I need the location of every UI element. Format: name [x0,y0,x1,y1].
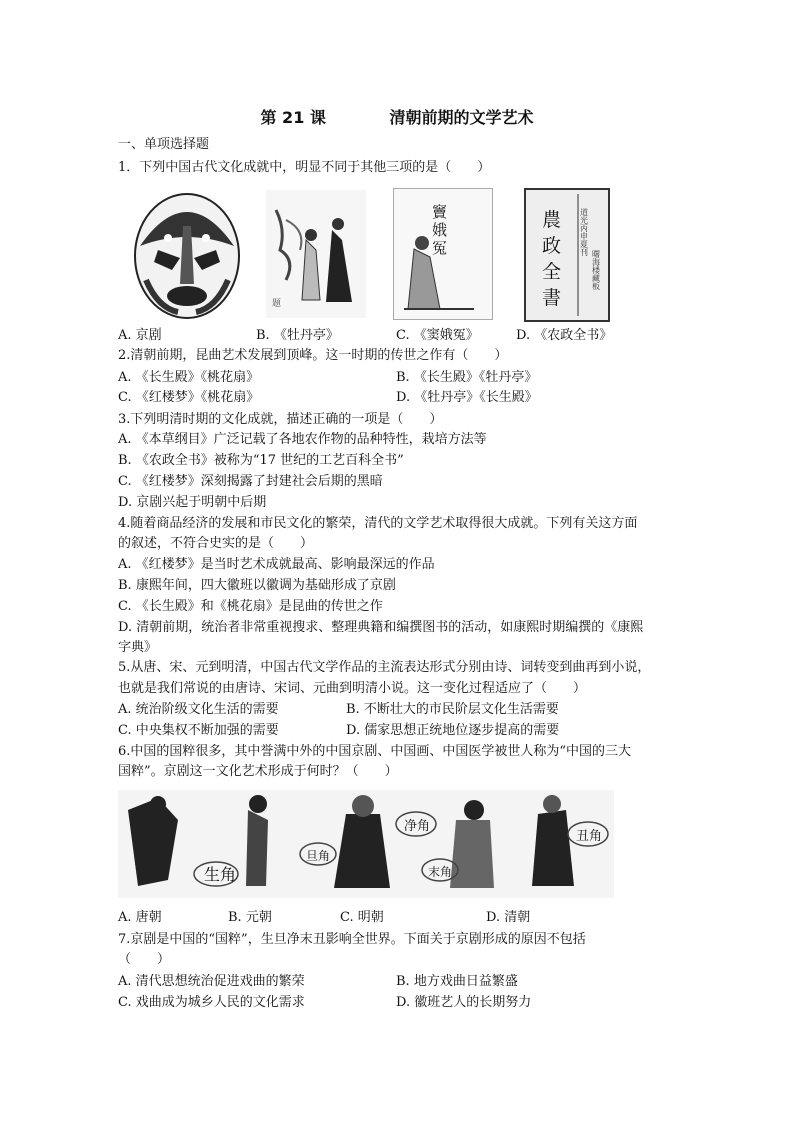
book-title-char-1: 農 [542,209,562,231]
play-title-char-1: 竇 [432,203,448,221]
q6-stem-line2: 国粹”。京剧这一文化艺术形成于何时？（ ） [118,764,398,779]
q5-option-c: C. 中央集权不断加强的需要 [118,723,279,738]
book-side-text-2: 曙海楼藏板 [591,250,601,290]
book-title-char-4: 書 [542,287,562,309]
q3-option-b: B. 《农政全书》被称为“17 世纪的工艺百科全书” [118,453,404,468]
q4-option-b: B. 康熙年间，四大徽班以徽调为基础形成了京剧 [118,578,396,593]
svg-text:題: 題 [272,299,282,309]
role-label-chou: 丑角 [576,829,603,844]
q4-option-d-line1: D. 清朝前期，统治者非常重视搜求、整理典籍和编撰图书的活动，如康熙时期编撰的《康熙 [118,620,644,635]
q1-option-d: D. 《农政全书》 [516,328,613,343]
q1-option-b: B. 《牡丹亭》 [256,328,339,343]
page-title [0,105,794,128]
q4-option-c: C. 《长生殿》和《桃花扇》是昆曲的传世之作 [118,599,383,614]
q4-stem-line1: 4.随着商品经济的发展和市民文化的繁荣，清代的文学艺术取得很大成就。下列有关这方面 [118,516,638,531]
q7-option-d: D. 徽班艺人的长期努力 [396,995,532,1010]
q6-stem-line1: 6.中国的国粹很多，其中誉满中外的中国京剧、中国画、中国医学被世人称为“中国的三大 [118,744,632,759]
dou-e-image [393,188,493,320]
play-title-char-2: 娥 [432,221,448,239]
role-label-dan: 旦角 [306,849,331,863]
play-title-char-3: 冤 [432,239,448,257]
book-title-char-3: 全 [542,261,562,283]
q2-option-b: B. 《长生殿》《牡丹亭》 [396,370,538,385]
opera-roles-image [118,790,614,898]
q4-stem-line2: 的叙述，不符合史实的是（ ） [118,536,314,551]
q7-option-b: B. 地方戏曲日益繁盛 [396,974,518,989]
nongzheng-book-image [524,188,610,322]
q3-option-a: A. 《本草纲目》广泛记载了各地农作物的品种特性，栽培方法等 [118,432,487,447]
q1-stem: 1．下列中国古代文化成就中，明显不同于其他三项的是（ ） [118,160,491,175]
q3-option-c: C. 《红楼梦》深刻揭露了封建社会后期的黑暗 [118,474,383,489]
q7-option-c: C. 戏曲成为城乡人民的文化需求 [118,995,305,1010]
q1-option-a: A. 京剧 [118,328,162,343]
q2-option-a: A. 《长生殿》《桃花扇》 [118,370,260,385]
q4-option-a: A. 《红楼梦》是当时艺术成就最高、影响最深远的作品 [118,557,435,572]
opera-mask-image [128,188,246,320]
q6-option-d: D. 清朝 [486,910,531,925]
q7-option-a: A. 清代思想统治促进戏曲的繁荣 [118,974,305,989]
q5-option-d: D. 儒家思想正统地位逐步提高的需要 [346,723,560,738]
q4-option-d-line2: 字典》 [118,640,158,655]
q5-stem-line2: 也就是我们常说的由唐诗、宋词、元曲到明清小说。这一变化过程适应了（ ） [118,681,587,696]
q6-option-a: A. 唐朝 [118,910,162,925]
q2-option-d: D. 《牡丹亭》《长生殿》 [396,390,538,405]
book-side-text: 道光丙申夏刊 [579,208,589,256]
q6-option-c: C. 明朝 [340,910,384,925]
q3-option-d: D. 京剧兴起于明朝中后期 [118,495,267,510]
book-title-char-2: 政 [542,235,562,257]
peony-pavilion-image [266,190,366,318]
lesson-number: 第 21 课 [260,108,326,127]
q3-stem: 3.下列明清时期的文化成就，描述正确的一项是（ ） [118,412,443,427]
q2-stem: 2.清朝前期，昆曲艺术发展到顶峰。这一时期的传世之作有（ ） [118,348,508,363]
role-label-jing: 净角 [404,819,431,834]
q7-stem-line1: 7.京剧是中国的“国粹”，生旦净末丑影响全世界。下面关于京剧形成的原因不包括 [118,932,586,947]
lesson-topic: 清朝前期的文学艺术 [389,108,534,127]
q7-stem-line2: （ ） [118,952,171,967]
section-heading: 一、单项选择题 [118,137,210,152]
q5-option-a: A. 统治阶级文化生活的需要 [118,702,279,717]
q5-option-b: B. 不断壮大的市民阶层文化生活需要 [346,702,559,717]
q1-option-c: C. 《窦娥冤》 [396,328,479,343]
q2-option-c: C. 《红楼梦》《桃花扇》 [118,390,260,405]
role-label-mo: 末角 [428,865,453,879]
role-label-sheng: 生角 [204,865,237,884]
q6-option-b: B. 元朝 [228,910,272,925]
q5-stem-line1: 5.从唐、宋、元到明清，中国古代文学作品的主流表达形式分别由诗、词转变到曲再到小说， [118,660,651,675]
